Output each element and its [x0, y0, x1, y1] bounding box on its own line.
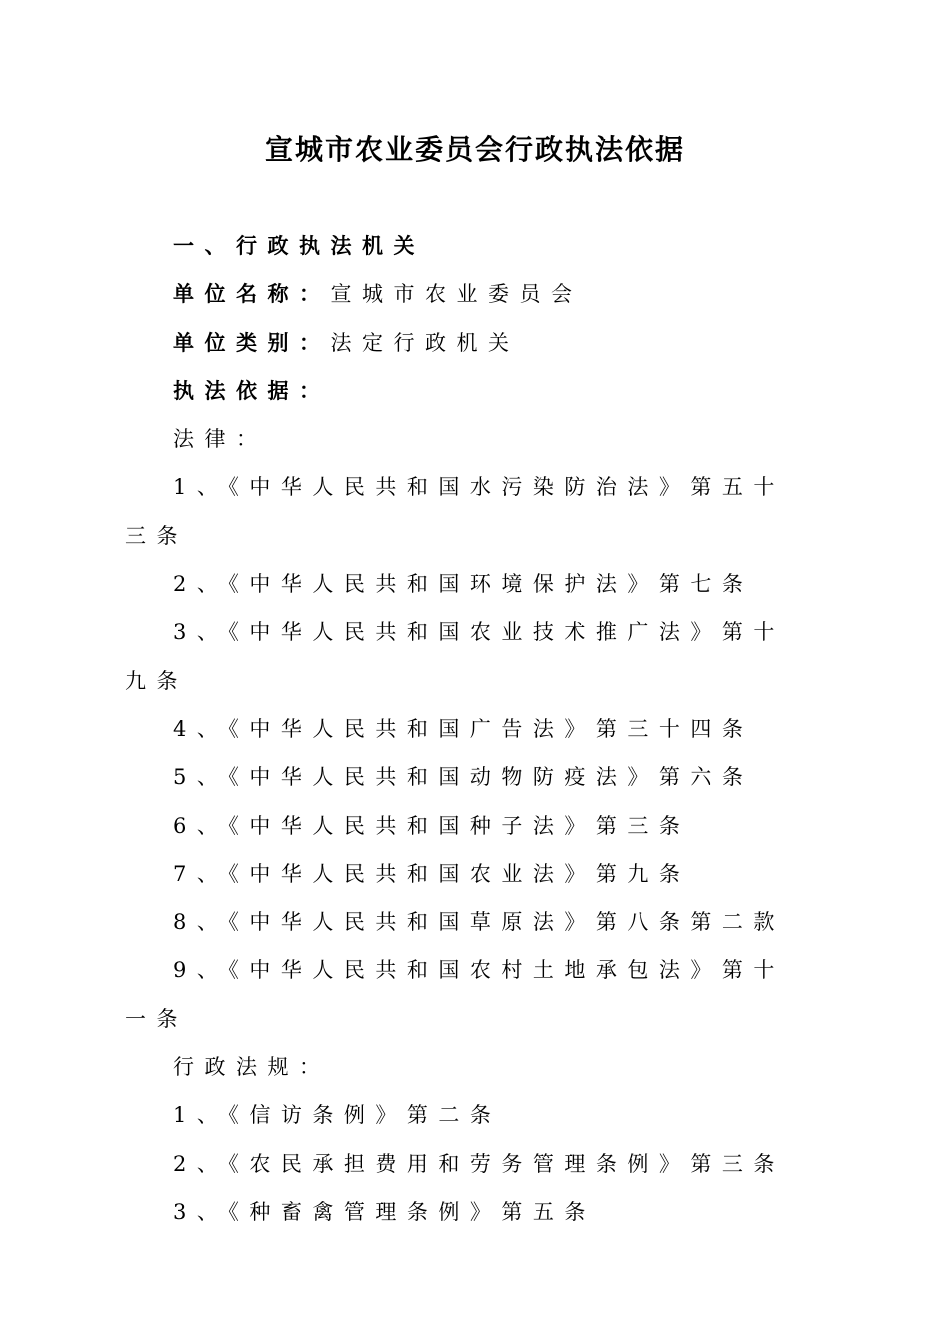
regulation-item-2: 2、《农民承担费用和劳务管理条例》第三条 [173, 1151, 785, 1176]
regulation-item-1: 1、《信访条例》第二条 [173, 1103, 502, 1128]
law-item-4: 4、《中华人民共和国广告法》第三十四条 [173, 716, 754, 741]
law-item-3: 3、《中华人民共和国农业技术推广法》第十 [173, 620, 785, 645]
section-heading-enforcement-agency: 一、行政执法机关 [173, 233, 425, 258]
unit-name-label: 单位名称： [173, 281, 331, 307]
law-item-1: 1、《中华人民共和国水污染防治法》第五十 [173, 475, 785, 500]
law-item-8: 8、《中华人民共和国草原法》第八条第二款 [173, 910, 785, 935]
law-item-7: 7、《中华人民共和国农业法》第九条 [173, 861, 691, 886]
laws-heading: 法律： [173, 427, 268, 452]
enforcement-basis-label: 执法依据： [173, 377, 331, 403]
unit-type-row [125, 319, 825, 367]
unit-type-label: 单位类别： [173, 329, 331, 355]
document-body [125, 222, 825, 1236]
law-item-9-continuation: 一条 [125, 1006, 188, 1031]
regulation-item-3: 3、《种畜禽管理条例》第五条 [173, 1199, 596, 1224]
unit-type-value: 法定行政机关 [330, 330, 520, 355]
unit-name-row [125, 270, 825, 318]
law-item-1-continuation: 三条 [125, 523, 188, 548]
law-item-2: 2、《中华人民共和国环境保护法》第七条 [173, 572, 754, 597]
regulations-heading: 行政法规： [173, 1055, 331, 1080]
unit-name-value: 宣城市农业委员会 [330, 282, 583, 307]
document-title: 宣城市农业委员会行政执法依据 [264, 133, 685, 166]
law-item-5: 5、《中华人民共和国动物防疫法》第六条 [173, 765, 754, 790]
law-item-6: 6、《中华人民共和国种子法》第三条 [173, 813, 691, 838]
law-item-3-continuation: 九条 [125, 668, 188, 693]
law-item-9: 9、《中华人民共和国农村土地承包法》第十 [173, 958, 785, 983]
